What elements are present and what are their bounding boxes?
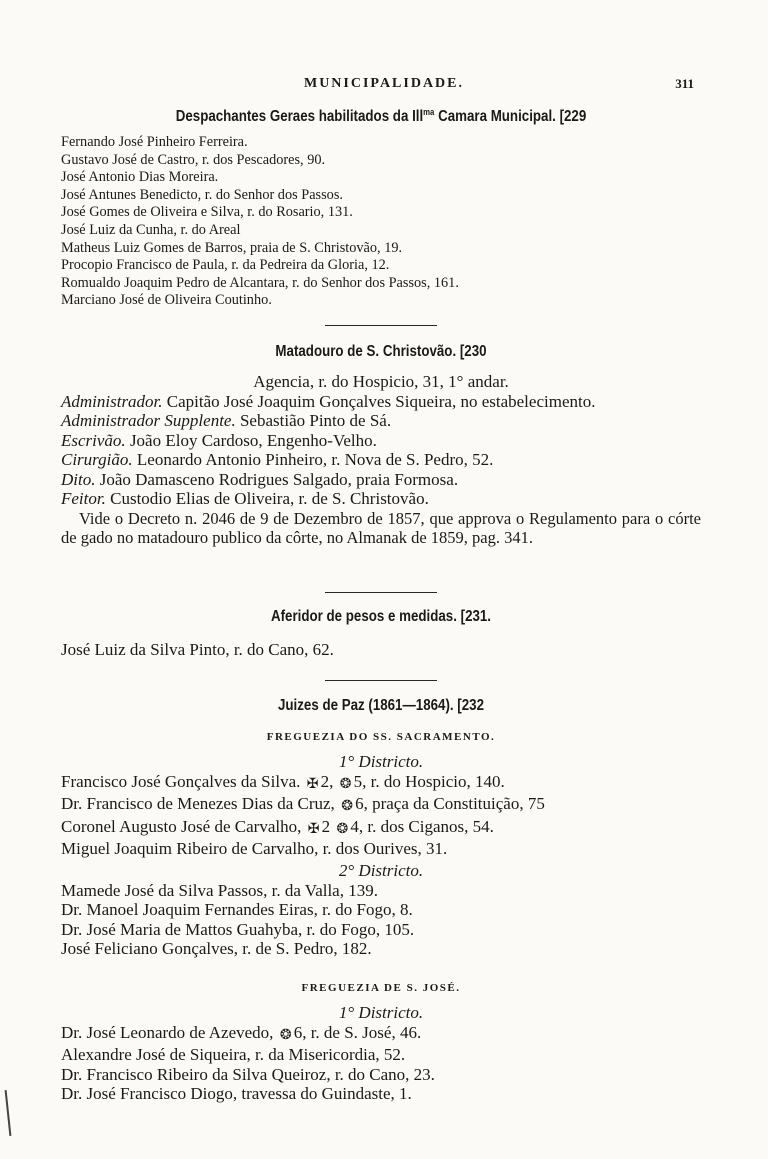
entry-text: Dr. Francisco de Menezes Dias da Cruz, [61, 794, 335, 813]
list-item: José Antonio Dias Moreira. [61, 169, 219, 186]
staff-text: João Damasceno Rodrigues Salgado, praia Formosa. [99, 469, 459, 489]
entry-text: r. dos Ciganos, 54. [367, 816, 494, 836]
section-juizes [61, 697, 701, 715]
parish-heading: FREGUEZIA DO SS. SACRAMENTO. [266, 731, 496, 743]
staff-row [61, 411, 701, 431]
staff-row [61, 450, 701, 470]
section-matadouro [61, 343, 701, 361]
order-medal-icon: ❂ [341, 799, 353, 814]
staff-text: Leonardo Antonio Pinheiro, r. Nova de S. Pedro, 52. [136, 450, 494, 469]
entry-text: 6, [293, 1022, 307, 1042]
cross-icon: ✠ [306, 776, 319, 792]
staff-text: Custodio Elias de Oliveira, r. de S. Christovão. [110, 489, 429, 508]
title-text: Matadouro de S. Christovão. [275, 343, 457, 360]
list-item: Dr. Francisco Ribeiro da Silva Queiroz, r. do Cano, 23. [61, 1064, 435, 1084]
staff-text: Capitão José Joaquim Gonçalves Siqueira, no estabelecimento. [166, 391, 596, 411]
order-medal-icon: ❂ [336, 821, 349, 837]
order-medal-icon: ❂ [339, 776, 352, 792]
list-item [61, 794, 701, 817]
list-item: Marciano José de Oliveira Coutinho. [61, 292, 272, 309]
list-item [61, 772, 701, 795]
title-text: Juizes de Paz (1861—1864). [277, 697, 454, 714]
matadouro-body [61, 372, 701, 548]
entry-text: r. do Hospicio, 140. [370, 771, 505, 791]
district-2-sacramento [61, 861, 701, 959]
district-heading: 1° Districto. [338, 1003, 424, 1022]
aferidor-body [61, 640, 701, 660]
entry-text: praça da Constituição, 75 [372, 794, 545, 813]
entry-text: Francisco José Gonçalves da Silva. [61, 771, 301, 791]
section-number: [230 [459, 343, 487, 360]
decree-note: Vide o Decreto n. 2046 de 9 de Dezembro de 1857, que approva o Regulamento para o córte de gado no matadouro publico da côrte, no Almanak de 1859, pag. 341. [61, 508, 701, 547]
list-item: José Feliciano Gonçalves, r. de S. Pedro, 182. [61, 939, 372, 958]
entry-text: 2, [320, 771, 334, 791]
list-item [61, 1023, 701, 1046]
divider [325, 680, 437, 681]
list-item: José Luiz da Silva Pinto, r. do Cano, 62. [61, 640, 334, 659]
margin-scan-mark [5, 1090, 12, 1136]
district-heading: 1° Districto. [338, 752, 424, 771]
district-heading: 2° Districto. [338, 861, 424, 880]
entry-text: 4, [350, 816, 364, 836]
entry-text: Coronel Augusto José de Carvalho, [61, 816, 302, 836]
title-main: Despachantes Geraes habilitados da Ill [175, 108, 424, 126]
staff-text: Sebastião Pinto de Sá. [239, 411, 392, 430]
role-label: Administrador Supplente. [61, 411, 236, 430]
list-item [61, 817, 701, 840]
entry-text: r. de S. José, 46. [310, 1022, 422, 1042]
section-title-aferidor [106, 608, 656, 626]
staff-text: João Eloy Cardoso, Engenho-Velho. [129, 430, 377, 450]
list-item: Gustavo José de Castro, r. dos Pescadores, 90. [61, 151, 326, 168]
entry-text: Dr. José Leonardo de Azevedo, [61, 1022, 274, 1042]
title-tail: Camara Municipal. [434, 108, 556, 126]
parish-heading: FREGUEZIA DE S. JOSÉ. [301, 982, 461, 994]
divider [325, 325, 437, 326]
agency-line: Agencia, r. do Hospicio, 31, 1° andar. [253, 372, 509, 391]
section-number: [231. [460, 608, 492, 625]
list-item: Dr. Manoel Joaquim Fernandes Eiras, r. do Fogo, 8. [61, 900, 413, 919]
running-head [0, 76, 768, 96]
section-number: [229 [559, 108, 587, 126]
district-1-sacramento [61, 752, 701, 859]
list-item: Fernando José Pinheiro Ferreira. [61, 134, 248, 150]
list-item: José Gomes de Oliveira e Silva, r. do Rosario, 131. [61, 204, 353, 221]
entry-text: 6, [355, 794, 368, 813]
list-item: José Antunes Benedicto, r. do Senhor dos Passos. [61, 186, 343, 203]
cross-icon: ✠ [307, 821, 320, 837]
section-number: [232 [457, 697, 484, 714]
list-item: Mamede José da Silva Passos, r. da Valla, 139. [61, 880, 378, 900]
parish-sao-jose [61, 982, 701, 994]
staff-row [61, 470, 701, 490]
entry-text: 5, [353, 771, 367, 791]
staff-row [61, 392, 701, 412]
role-label: Cirurgião. [61, 450, 133, 469]
section-title-matadouro [106, 343, 656, 361]
section-title-despachantes [106, 107, 656, 126]
list-item: José Luiz da Cunha, r. do Areal [61, 221, 241, 238]
list-item: Miguel Joaquim Ribeiro de Carvalho, r. dos Ourives, 31. [61, 839, 448, 858]
role-label: Feitor. [61, 489, 106, 508]
staff-row [61, 489, 701, 509]
role-label: Escrivão. [61, 430, 126, 450]
order-medal-icon: ❂ [279, 1027, 292, 1043]
list-item: Romualdo Joaquim Pedro de Alcantara, r. do Senhor dos Passos, 161. [61, 274, 459, 291]
role-label: Administrador. [61, 391, 163, 411]
list-item: Dr. José Francisco Diogo, travessa do Guindaste, 1. [61, 1084, 412, 1103]
entry-text: 2 [321, 816, 331, 836]
running-title: MUNICIPALIDADE. [303, 76, 465, 91]
list-item: Procopio Francisco de Paula, r. da Pedreira da Gloria, 12. [61, 257, 390, 274]
section-aferidor [61, 608, 701, 626]
section-despachantes [61, 107, 701, 126]
list-item: Matheus Luiz Gomes de Barros, praia de S. Christovão, 19. [61, 239, 403, 256]
section-title-juizes [106, 697, 656, 715]
title-superscript: ma [423, 107, 435, 117]
staff-row [61, 431, 701, 451]
divider [325, 592, 437, 593]
district-1-sao-jose [61, 1003, 701, 1104]
parish-sacramento [61, 731, 701, 743]
role-label: Dito. [61, 469, 96, 489]
list-despachantes [61, 134, 701, 310]
title-text: Aferidor de pesos e medidas. [270, 608, 457, 625]
list-item: Alexandre José de Siqueira, r. da Misericordia, 52. [61, 1045, 406, 1064]
list-item: Dr. José Maria de Mattos Guahyba, r. do Fogo, 105. [61, 919, 415, 939]
page-number: 311 [675, 76, 694, 91]
